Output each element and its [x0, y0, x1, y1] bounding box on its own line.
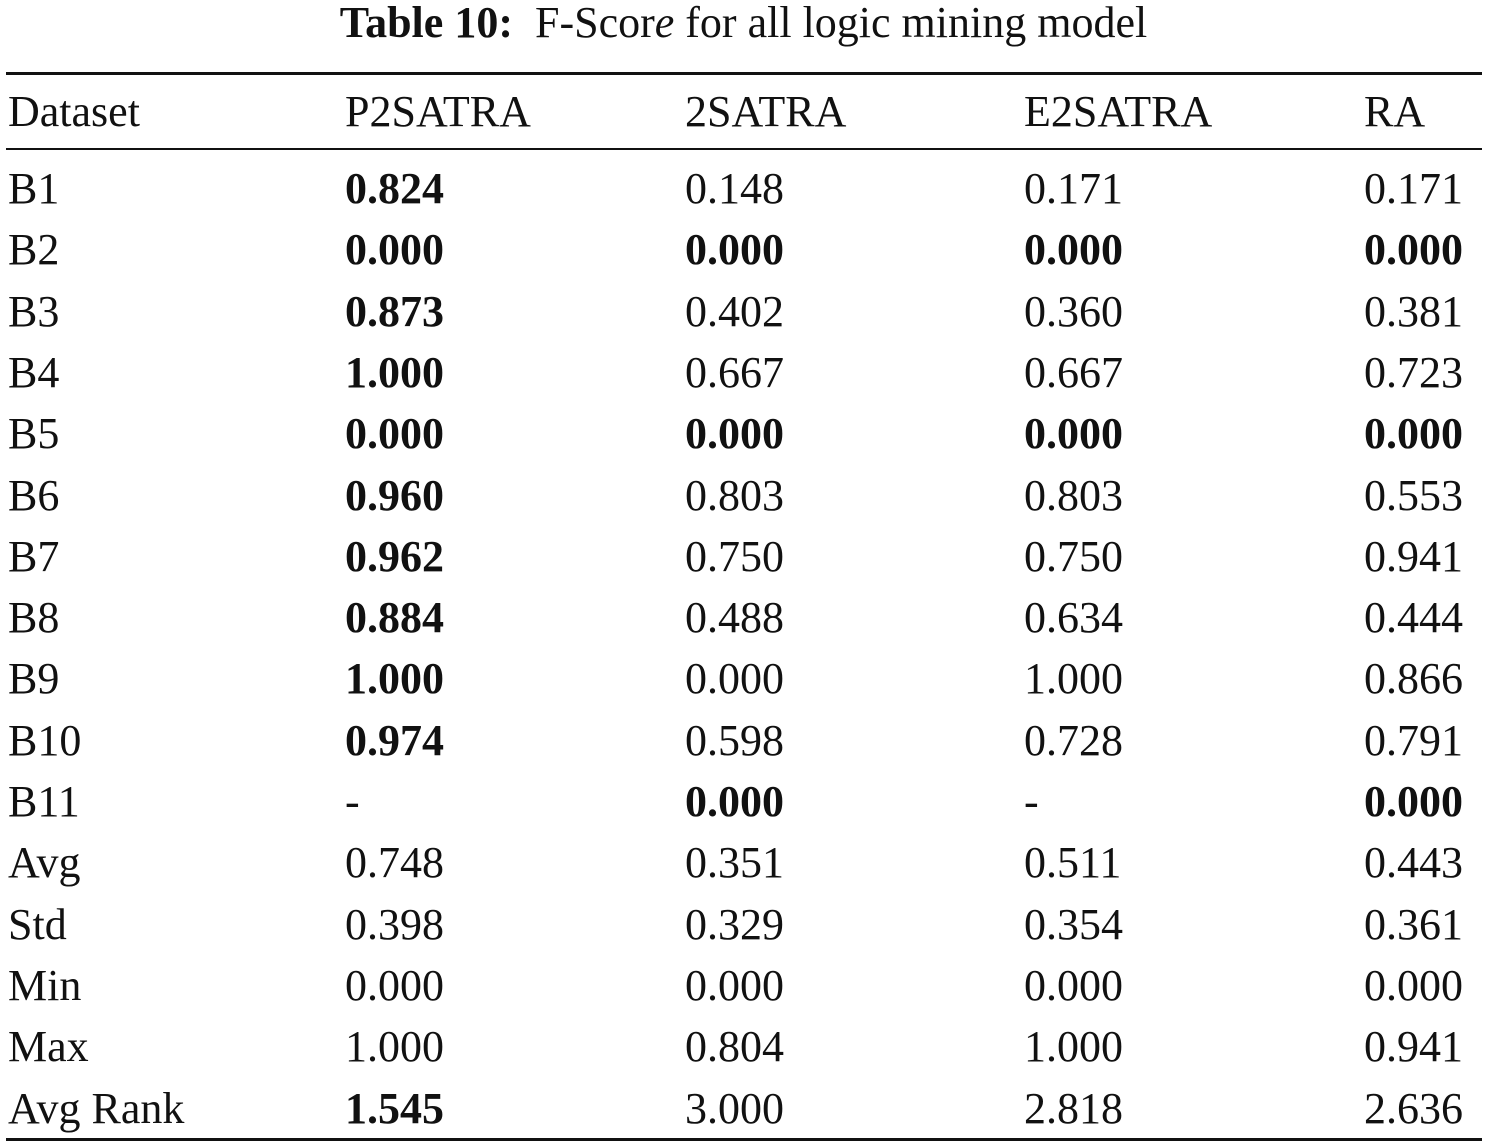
table-cell-e2satra: 2.818: [1024, 1084, 1123, 1133]
column-header-e2satra: E2SATRA: [1024, 87, 1213, 136]
table-row: [0, 1016, 1487, 1077]
table-cell-ra: 0.381: [1364, 287, 1463, 336]
table-cell-dataset: Min: [8, 961, 82, 1010]
table-cell-p2satra: 0.974: [345, 716, 444, 765]
table-cell-p2satra: 0.824: [345, 164, 444, 213]
table-cell-e2satra: 0.354: [1024, 900, 1123, 949]
table-cell-2satra: 0.351: [685, 838, 784, 887]
table-cell-2satra: 3.000: [685, 1084, 784, 1133]
table-cell-2satra: 0.804: [685, 1022, 784, 1071]
table-row: [0, 465, 1487, 526]
table-cell-2satra: 0.598: [685, 716, 784, 765]
table-cell-e2satra: 1.000: [1024, 654, 1123, 703]
table-cell-e2satra: 1.000: [1024, 1022, 1123, 1071]
table-cell-ra: 0.000: [1364, 225, 1463, 274]
table-cell-2satra: 0.000: [685, 225, 784, 274]
table-cell-dataset: B10: [8, 716, 82, 765]
table-cell-p2satra: 0.000: [345, 409, 444, 458]
table-cell-dataset: B7: [8, 532, 60, 581]
table-caption-text-after: for all logic mining model: [674, 0, 1148, 47]
table-cell-dataset: B3: [8, 287, 60, 336]
table-cell-dataset: B2: [8, 225, 60, 274]
table-cell-e2satra: 0.634: [1024, 593, 1123, 642]
table-caption: [0, 0, 1487, 50]
table-cell-2satra: 0.329: [685, 900, 784, 949]
table-row: [0, 771, 1487, 832]
table-row: [0, 342, 1487, 403]
table-cell-p2satra: 0.960: [345, 471, 444, 520]
table-cell-dataset: B11: [8, 777, 80, 826]
table-cell-ra: 0.443: [1364, 838, 1463, 887]
table-cell-p2satra: 0.000: [345, 961, 444, 1010]
table-cell-e2satra: 0.667: [1024, 348, 1123, 397]
table-row: [0, 219, 1487, 280]
table-cell-p2satra: 0.884: [345, 593, 444, 642]
column-header-p2satra: P2SATRA: [345, 87, 531, 136]
table-cell-ra: 2.636: [1364, 1084, 1463, 1133]
table-top-rule: [6, 72, 1482, 75]
table-cell-e2satra: 0.803: [1024, 471, 1123, 520]
table-cell-ra: 0.941: [1364, 532, 1463, 581]
table-cell-2satra: 0.000: [685, 777, 784, 826]
table-cell-e2satra: 0.000: [1024, 409, 1123, 458]
table-cell-ra: 0.000: [1364, 961, 1463, 1010]
table-cell-dataset: Avg Rank: [8, 1084, 185, 1133]
table-cell-p2satra: 0.748: [345, 838, 444, 887]
table-cell-ra: 0.000: [1364, 777, 1463, 826]
table-row: [0, 526, 1487, 587]
table-row: [0, 281, 1487, 342]
table-row: [0, 648, 1487, 709]
table-cell-e2satra: 0.728: [1024, 716, 1123, 765]
table-cell-ra: 0.866: [1364, 654, 1463, 703]
table-caption-label: Table 10:: [339, 0, 513, 47]
table-cell-dataset: B1: [8, 164, 60, 213]
table-cell-ra: 0.171: [1364, 164, 1463, 213]
table-cell-2satra: 0.803: [685, 471, 784, 520]
table-cell-p2satra: 1.000: [345, 348, 444, 397]
table-cell-p2satra: 0.962: [345, 532, 444, 581]
table-cell-p2satra: -: [345, 777, 360, 826]
table-cell-p2satra: 0.000: [345, 225, 444, 274]
table-cell-e2satra: 0.000: [1024, 225, 1123, 274]
table-cell-p2satra: 1.000: [345, 1022, 444, 1071]
table-cell-dataset: Max: [8, 1022, 89, 1071]
table-row: [0, 587, 1487, 648]
table-cell-e2satra: 0.000: [1024, 961, 1123, 1010]
table-row: [0, 894, 1487, 955]
table-cell-2satra: 0.402: [685, 287, 784, 336]
table-cell-dataset: B9: [8, 654, 60, 703]
table-cell-ra: 0.791: [1364, 716, 1463, 765]
table-cell-p2satra: 1.545: [345, 1084, 444, 1133]
table-cell-e2satra: -: [1024, 777, 1039, 826]
table-cell-2satra: 0.667: [685, 348, 784, 397]
table-cell-ra: 0.553: [1364, 471, 1463, 520]
table-cell-e2satra: 0.750: [1024, 532, 1123, 581]
table-row: [0, 403, 1487, 464]
table-cell-2satra: 0.148: [685, 164, 784, 213]
table-cell-p2satra: 0.398: [345, 900, 444, 949]
table-caption-text-before: F-Scor: [534, 0, 655, 47]
table-row: [0, 832, 1487, 893]
table-cell-2satra: 0.000: [685, 961, 784, 1010]
column-header-dataset: Dataset: [8, 87, 140, 136]
table-cell-e2satra: 0.171: [1024, 164, 1123, 213]
table-row: [0, 710, 1487, 771]
table-header-row: [0, 81, 1487, 142]
column-header-ra: RA: [1364, 87, 1426, 136]
table-caption-text-italic: e: [654, 0, 675, 47]
table-header-rule: [6, 148, 1482, 150]
table-cell-dataset: B5: [8, 409, 60, 458]
table-cell-2satra: 0.750: [685, 532, 784, 581]
table-row: [0, 1078, 1487, 1139]
table-row: [0, 158, 1487, 219]
table-cell-2satra: 0.488: [685, 593, 784, 642]
table-cell-ra: 0.723: [1364, 348, 1463, 397]
table-cell-ra: 0.000: [1364, 409, 1463, 458]
table-cell-ra: 0.361: [1364, 900, 1463, 949]
table-row: [0, 955, 1487, 1016]
table-bottom-rule: [6, 1138, 1482, 1141]
table-cell-p2satra: 1.000: [345, 654, 444, 703]
column-header-2satra: 2SATRA: [685, 87, 847, 136]
table-cell-e2satra: 0.360: [1024, 287, 1123, 336]
table-cell-dataset: B6: [8, 471, 60, 520]
table-cell-ra: 0.941: [1364, 1022, 1463, 1071]
table-cell-ra: 0.444: [1364, 593, 1463, 642]
table-cell-e2satra: 0.511: [1024, 838, 1122, 887]
table-cell-p2satra: 0.873: [345, 287, 444, 336]
table-cell-dataset: B4: [8, 348, 60, 397]
table-cell-dataset: Std: [8, 900, 67, 949]
table-cell-2satra: 0.000: [685, 654, 784, 703]
table-cell-2satra: 0.000: [685, 409, 784, 458]
table-cell-dataset: B8: [8, 593, 60, 642]
table-cell-dataset: Avg: [8, 838, 81, 887]
